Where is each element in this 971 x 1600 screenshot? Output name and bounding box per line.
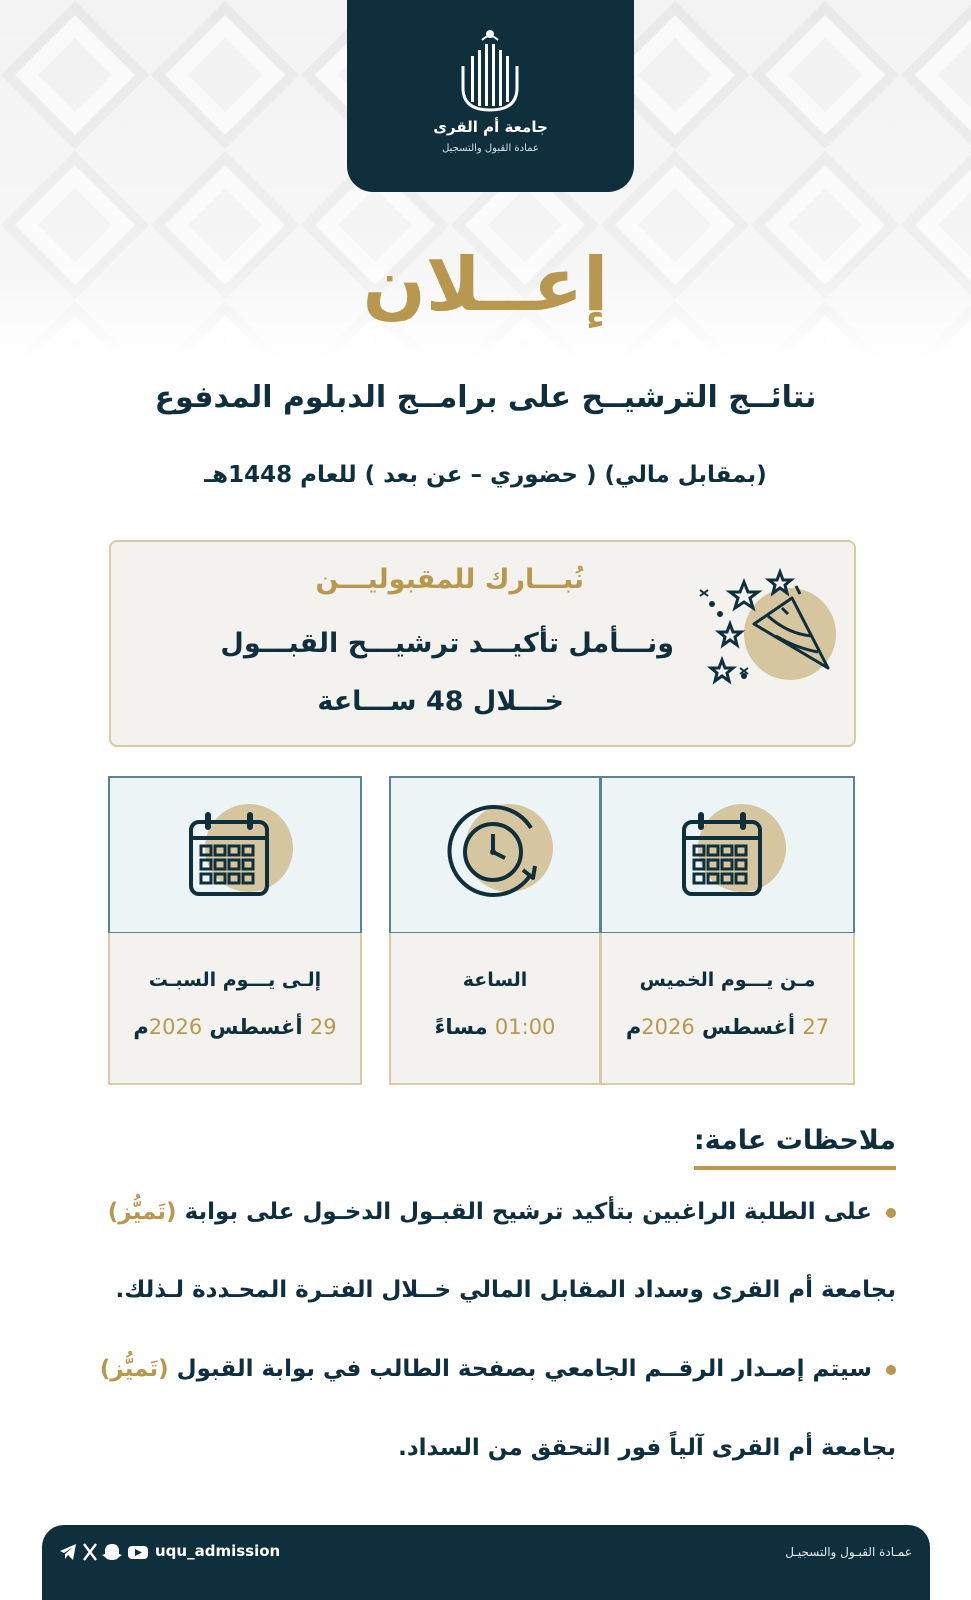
time-card — [389, 776, 601, 1085]
congratulations-panel — [109, 540, 856, 747]
party-popper-icon — [692, 564, 842, 694]
footer-department: عمـادة القبـول والتسجيـل — [785, 1545, 912, 1559]
start-month: أغسطس — [694, 1015, 803, 1039]
start-date-value — [602, 1015, 853, 1039]
footer-bar — [42, 1525, 930, 1600]
start-date-card-icon-area — [600, 776, 855, 934]
start-year-suffix: م — [625, 1015, 642, 1039]
confirmation-instruction: ونـــأمل تأكيـــد ترشيـــح القبـــول — [220, 628, 674, 659]
time-card-text-area — [389, 933, 601, 1085]
end-year: 2026 — [148, 1015, 203, 1039]
portal-name: (تَميُّز) — [107, 1199, 177, 1225]
start-date-card-text-area — [600, 933, 855, 1085]
time-period: مساءً — [434, 1015, 495, 1039]
start-date-card — [600, 776, 855, 1085]
subheadline-text: (بمقابل مالي) ( حضوري – عن بعد ) للعام — [292, 462, 767, 488]
notes-title: ملاحظات عامة: — [694, 1125, 896, 1170]
page-subheadline — [40, 462, 931, 488]
end-date-card-text-area — [108, 933, 362, 1085]
social-icons — [58, 1541, 150, 1563]
congratulations-title: نُبـــارك للمقبوليـــن — [315, 564, 584, 595]
social-handle[interactable]: uqu_admission — [155, 1542, 281, 1560]
clock-icon — [435, 798, 555, 908]
portal-name: (تَميُّز) — [99, 1356, 169, 1382]
calendar-icon — [175, 798, 295, 908]
start-year: 2026 — [641, 1015, 695, 1039]
time-label: الساعة — [462, 969, 528, 991]
time-value — [391, 1015, 599, 1039]
bullet-icon — [886, 1208, 896, 1218]
time-card-icon-area — [389, 776, 601, 934]
page-headline: نتائــج الترشيــح على برامــج الدبلوم المدفوع — [154, 380, 817, 415]
x-icon[interactable] — [84, 1544, 96, 1560]
youtube-icon[interactable] — [128, 1546, 148, 1559]
start-day: 27 — [802, 1015, 830, 1039]
end-month: أغسطس — [202, 1015, 310, 1039]
note-1-text: على الطلبة الراغبين بتأكيد ترشيح القبـول الدخـول على بوابة — [176, 1199, 872, 1225]
telegram-icon[interactable] — [60, 1544, 76, 1560]
end-date-label: إلـى يـــوم السبـت — [148, 969, 322, 991]
calendar-icon — [668, 798, 788, 908]
time-number: 01:00 — [494, 1015, 556, 1039]
note-1-line-1 — [60, 1199, 896, 1225]
note-2-line-1 — [60, 1356, 896, 1382]
end-date-card — [108, 776, 362, 1085]
confirmation-deadline: خـــلال 48 ســـاعة — [317, 686, 564, 717]
end-date-card-icon-area — [108, 776, 362, 934]
note-2-line-2: بجامعة أم القرى آلياً فور التحقق من السداد. — [398, 1435, 896, 1461]
announcement-title: إعــلان — [362, 242, 609, 328]
note-2-text: سيتم إصـدار الرقــم الجامعي بصفحة الطالب في بوابة القبول — [168, 1356, 872, 1382]
bullet-icon — [886, 1365, 896, 1375]
end-day: 29 — [309, 1015, 337, 1039]
end-date-value — [110, 1015, 360, 1039]
university-logo-block — [347, 0, 634, 192]
university-name: جامعة أم القرى — [433, 118, 548, 136]
department-name: عمادة القبول والتسجيل — [442, 143, 539, 154]
note-1-line-2: بجامعة أم القرى وسداد المقابل المالي خــلال الفتـرة المحـددة لـذلك. — [115, 1277, 896, 1303]
start-date-label: مـن يـــوم الخميس — [639, 969, 816, 991]
academic-year: 1448هـ — [204, 462, 293, 488]
end-year-suffix: م — [133, 1015, 149, 1039]
snapchat-icon[interactable] — [102, 1544, 122, 1560]
university-emblem-icon — [457, 26, 523, 116]
